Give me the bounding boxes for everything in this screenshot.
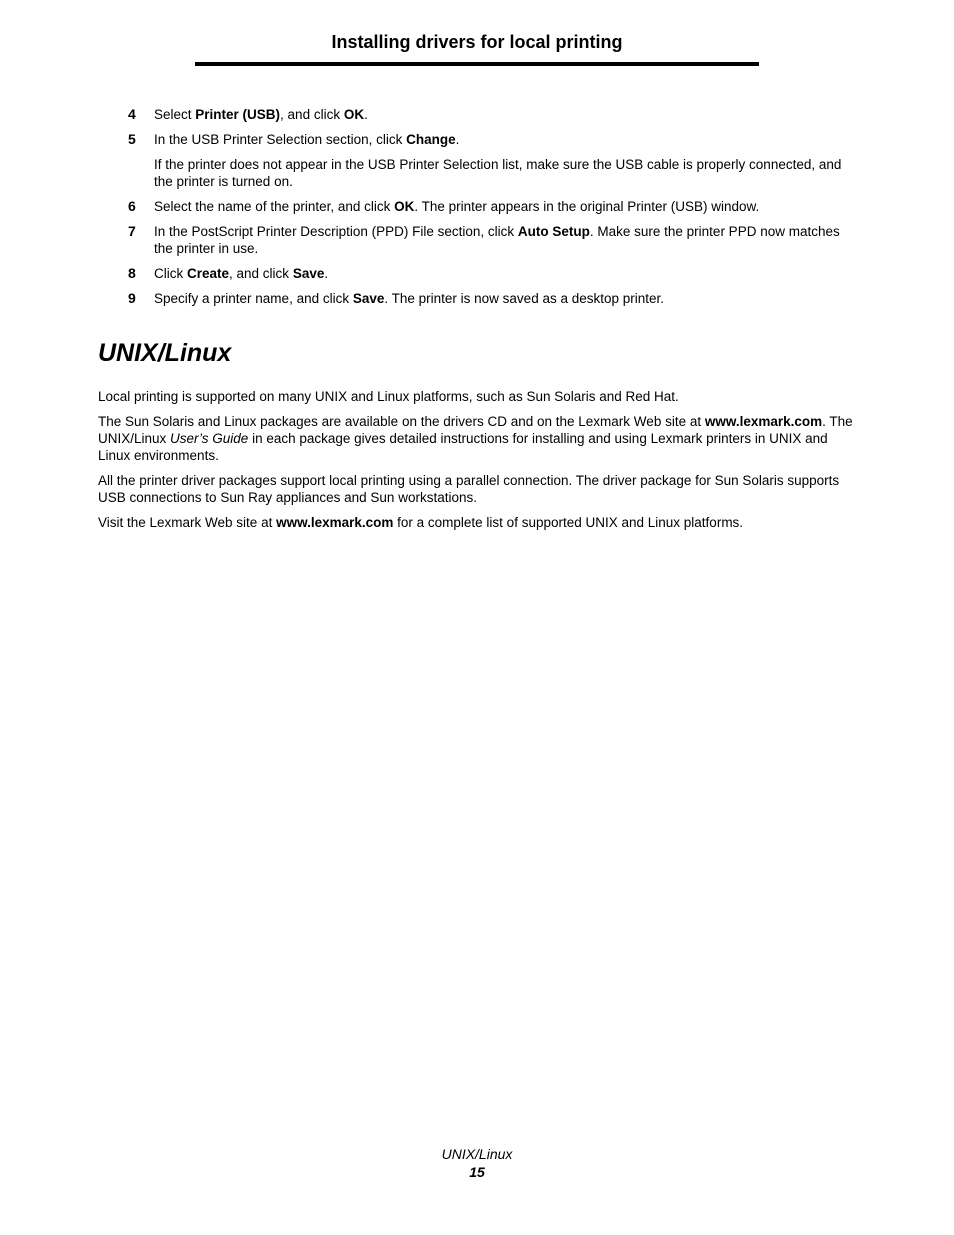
step-note: If the printer does not appear in the USB Printer Selection list, make sure the USB cable is properly connected, and the printer is turned on. [154,157,842,189]
step-number: 9 [128,290,136,306]
ui-term: OK [394,199,415,214]
para-text: The Sun Solaris and Linux packages are available on the drivers CD and on the Lexmark Web site at [98,414,705,429]
ui-term: Save [292,266,325,281]
ui-term: Create [187,266,230,281]
paragraph-intro: Local printing is supported on many UNIX and Linux platforms, such as Sun Solaris and Red Hat. [98,389,679,404]
step-8 [98,265,858,282]
step-text: . Make sure the printer PPD now matches the printer in use. [154,224,840,256]
section-body [98,388,858,539]
step-5 [98,131,858,190]
para-text: Visit the Lexmark Web site at [98,515,277,530]
ui-term: OK [343,107,365,122]
step-text: Click [154,266,187,281]
guide-title: User’s Guide [170,431,249,446]
step-number: 4 [128,106,136,122]
footer-section-name: UNIX/Linux [441,1146,513,1162]
step-text: In the PostScript Printer Description (PPD) File section, click [154,224,518,239]
step-text: . The printer is now saved as a desktop printer. [384,291,665,306]
para-text: in each package gives detailed instructions for installing and using Lexmark printers in UNIX and Linux environments. [98,431,828,463]
step-text: , and click [229,266,293,281]
page-footer [0,1145,954,1181]
ui-term: Printer (USB) [195,107,281,122]
step-text: . The printer appears in the original Printer (USB) window. [414,199,760,214]
step-4 [98,106,858,123]
step-text: . [364,107,368,122]
ui-term: Change [406,132,456,147]
step-6 [98,198,858,215]
step-number: 5 [128,131,136,147]
page-header-title: Installing drivers for local printing [331,32,623,52]
ui-term: Save [352,291,385,306]
paragraph-visit [98,514,858,531]
step-text: Select [154,107,196,122]
step-text: Specify a printer name, and click [154,291,353,306]
step-text: In the USB Printer Selection section, click [154,132,407,147]
step-number: 6 [128,198,136,214]
step-number: 8 [128,265,136,281]
paragraph-packages [98,413,858,464]
step-text: . [455,132,460,147]
website-link[interactable]: www.lexmark.com [704,414,823,429]
para-text: . The UNIX/Linux [98,414,853,446]
para-text: for a complete list of supported UNIX and Linux platforms. [393,515,744,530]
step-text: Select the name of the printer, and click [154,199,395,214]
step-text: . [324,266,329,281]
header-rule [195,62,759,66]
paragraph-driver-packages: All the printer driver packages support local printing using a parallel connection. The driver package for Sun Solaris supports USB connections to Sun Ray appliances and Sun workstations. [98,473,840,505]
step-7 [98,223,858,257]
ui-term: Auto Setup [517,224,590,239]
steps-list [98,106,858,315]
website-link[interactable]: www.lexmark.com [276,515,394,530]
page-number: 15 [469,1164,485,1180]
step-text: , and click [280,107,344,122]
step-9 [98,290,858,307]
step-number: 7 [128,223,136,239]
section-heading: UNIX/Linux [98,339,232,367]
